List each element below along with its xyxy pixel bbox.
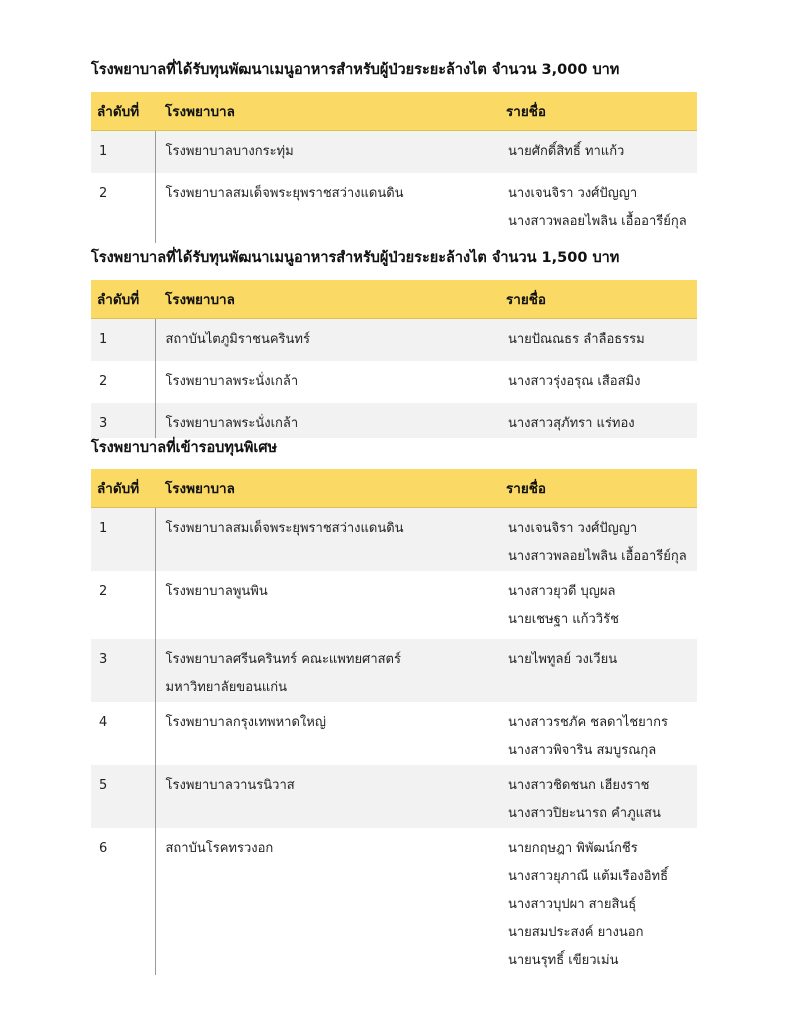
section3-table [91,469,697,975]
table-header-row [91,469,697,508]
person-name: นางสาวสุภัทรา แร่ทอง [508,415,635,431]
hospital-line: โรงพยาบาลสมเด็จพระยุพราชสว่างแดนดิน [165,185,404,201]
row-hospital [155,702,500,765]
row-no: 5 [91,765,155,828]
row-hospital [155,828,500,975]
person-name: นางสาวยุวดี บุญผล [508,584,616,599]
person-name: นางสาวพลอยไพลิน เอื้ออารีย์กุล [508,213,687,229]
person-name: นางเจนจิรา วงศ์ปัญญา [508,185,638,201]
section1-table [91,92,697,243]
col-header-hospital: โรงพยาบาล [155,469,500,508]
person-name: นางสาวพิจาริน สมบูรณกุล [508,743,657,758]
row-hospital [155,403,500,438]
col-header-hospital: โรงพยาบาล [155,92,500,131]
hospital-line: มหาวิทยาลัยขอนแก่น [165,680,288,695]
row-hospital [155,319,500,361]
hospital-line: โรงพยาบาลบางกระทุ่ม [165,144,294,159]
col-header-hospital: โรงพยาบาล [155,280,500,319]
row-names [500,828,697,975]
col-header-no: ลำดับที่ [91,280,155,319]
row-no: 3 [91,639,155,702]
person-name: นายศักดิ์สิทธิ์ ทาแก้ว [508,144,625,159]
col-header-names: รายชื่อ [500,92,697,131]
row-no: 1 [91,131,155,173]
hospital-line: สถาบันไตภูมิราชนครินทร์ [165,332,310,347]
section3-heading: โรงพยาบาลที่เข้ารอบทุนพิเศษ [91,440,278,456]
table-row [91,702,697,765]
hospital-line: โรงพยาบาลวานรนิวาส [165,778,295,793]
table-row [91,131,697,173]
row-no: 3 [91,403,155,438]
hospital-line: โรงพยาบาลพระนั่งเกล้า [165,415,299,431]
row-names [500,508,697,572]
row-names [500,571,697,639]
person-name: นายนรุทธิ์ เขียวเม่น [508,953,619,968]
hospital-line: สถาบันโรคทรวงอก [165,841,274,856]
row-hospital [155,173,500,243]
hospital-line: โรงพยาบาลพระนั่งเกล้า [165,373,299,389]
row-hospital [155,639,500,702]
col-header-names: รายชื่อ [500,280,697,319]
row-names [500,319,697,361]
table-row [91,173,697,243]
person-name: นายปัณณธร ลำลือธรรม [508,332,645,347]
row-no: 2 [99,373,108,389]
row-names [500,403,697,438]
table-row [91,508,697,572]
table-row [91,571,697,639]
row-names [500,702,697,765]
hospital-line: โรงพยาบาลสมเด็จพระยุพราชสว่างแดนดิน [165,521,404,536]
row-names [500,131,697,173]
hospital-line: โรงพยาบาลกรุงเทพหาดใหญ่ [165,715,326,730]
table-header-row [91,280,697,319]
row-no: 2 [99,584,108,599]
person-name: นางเจนจิรา วงศ์ปัญญา [508,521,638,536]
hospital-line: โรงพยาบาลศรีนครินทร์ คณะแพทยศาสตร์ [165,652,401,667]
row-names [500,173,697,243]
section1-heading: โรงพยาบาลที่ได้รับทุนพัฒนาเมนูอาหารสำหรับผู้ป่วยระยะล้างไต จำนวน 3,000 บาท [91,62,620,78]
row-hospital [155,765,500,828]
person-name: นางสาวพลอยไพลิน เอื้ออารีย์กุล [508,549,687,564]
row-hospital [155,508,500,572]
section2-table [91,280,697,438]
table-row [91,639,697,702]
person-name: นางสาวรุ่งอรุณ เสือสมิง [508,373,641,389]
person-name: นางสาวชิดชนก เฮียงราช [508,778,650,793]
section2-heading: โรงพยาบาลที่ได้รับทุนพัฒนาเมนูอาหารสำหรับผู้ป่วยระยะล้างไต จำนวน 1,500 บาท [91,250,620,266]
col-header-names: รายชื่อ [500,469,697,508]
row-no: 1 [91,319,155,361]
row-names [500,765,697,828]
person-name: นางสาวยุภาณี แต้มเรืองอิทธิ์ [508,869,669,884]
row-names [500,639,697,702]
row-no: 2 [99,185,108,201]
col-header-no: ลำดับที่ [91,469,155,508]
person-name: นายไพทูลย์ วงเวียน [508,652,618,667]
person-name: นางสาวบุปผา สายสินธุ์ [508,897,637,912]
hospital-line: โรงพยาบาลพูนพิน [165,584,268,599]
row-no: 6 [99,841,108,856]
table-row [91,765,697,828]
person-name: นางสาวรชภัค ชลดาไชยากร [508,715,668,730]
person-name: นายกฤษฎา พิพัฒน์กชีร [508,841,638,856]
table-row [91,319,697,361]
row-hospital [155,361,500,403]
row-hospital [155,131,500,173]
row-hospital [155,571,500,639]
table-header-row [91,92,697,131]
table-row [91,403,697,438]
person-name: นายเชษฐา แก้ววิรัช [508,612,619,627]
person-name: นางสาวปิยะนารถ คำภูแสน [508,806,661,821]
col-header-no: ลำดับที่ [91,92,155,131]
row-names [500,361,697,403]
table-row [91,361,697,403]
row-no: 1 [91,508,155,572]
table-row [91,828,697,975]
person-name: นายสมประสงค์ ยางนอก [508,925,644,940]
row-no: 4 [99,715,108,730]
